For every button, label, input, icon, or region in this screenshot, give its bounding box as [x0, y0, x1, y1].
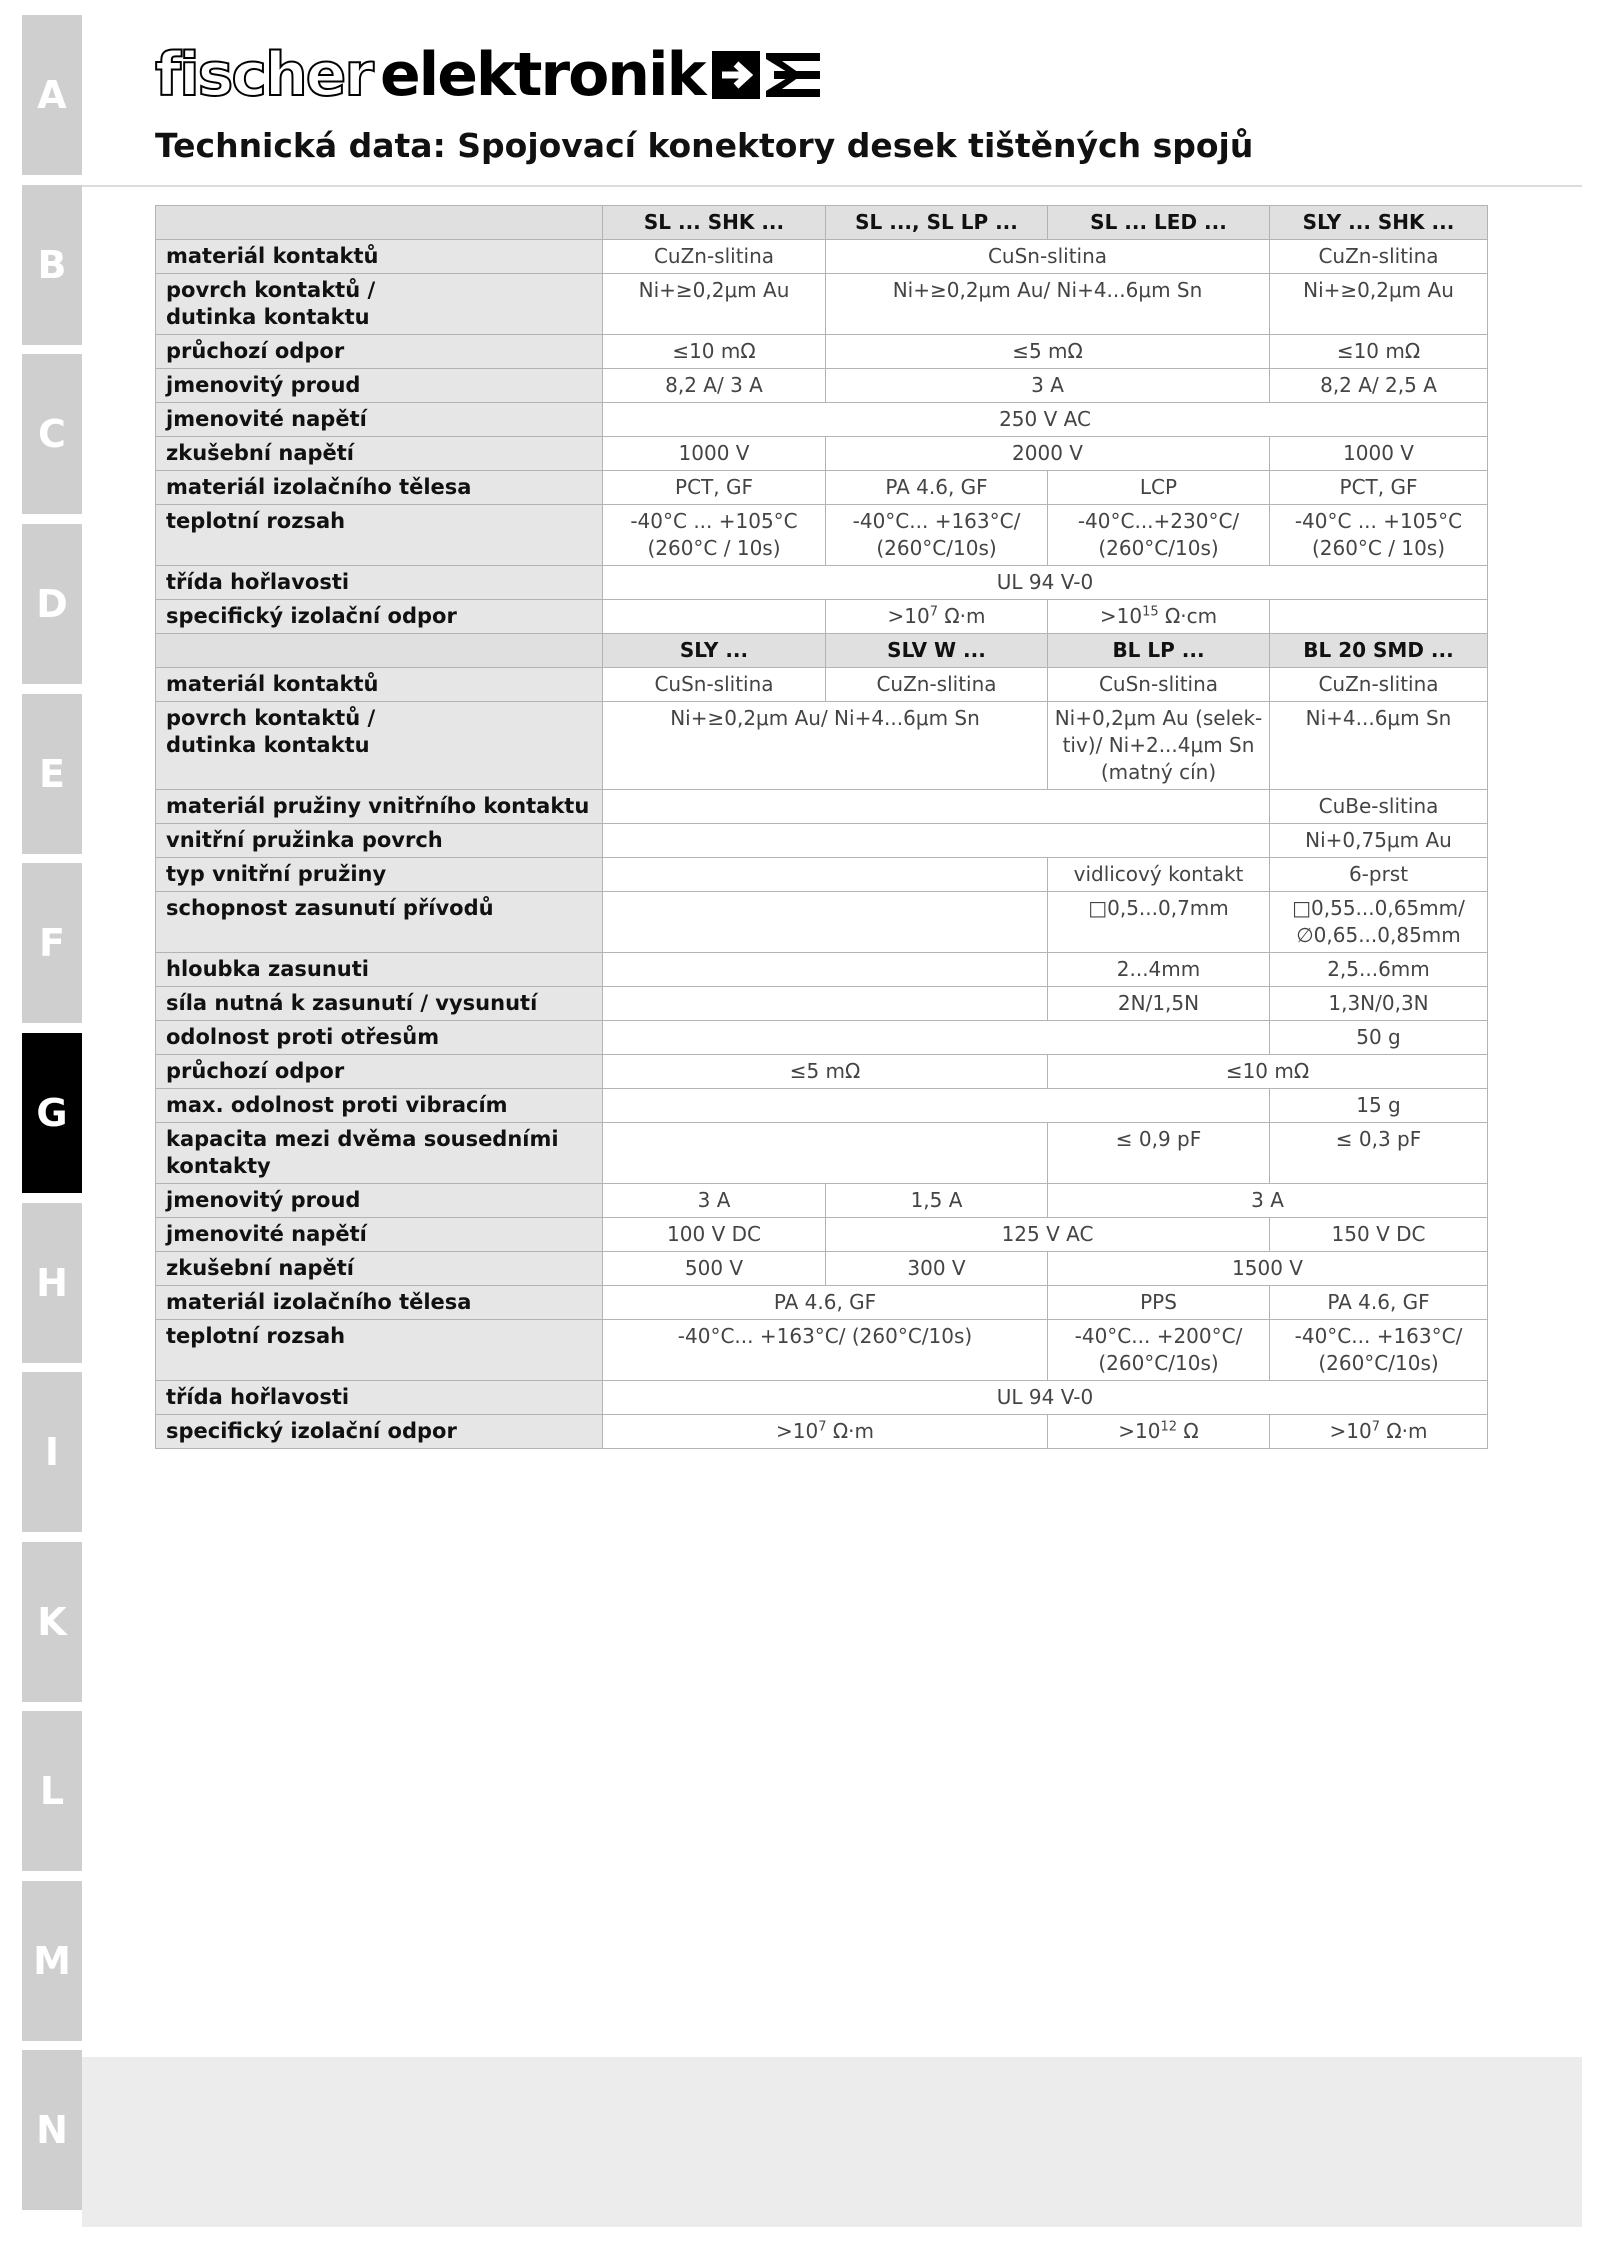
- table-row: [156, 1381, 1488, 1415]
- row-label: [156, 206, 603, 240]
- row-label: teplotní rozsah: [156, 1320, 603, 1381]
- row-label: zkušební napětí: [156, 1252, 603, 1286]
- table-cell: Ni+≥0,2μm Au: [1270, 274, 1488, 335]
- table-cell: -40°C... +163°C/ (260°C/10s): [1270, 1320, 1488, 1381]
- table-cell: 3 A: [603, 1184, 826, 1218]
- table-cell: ≤ 0,3 pF: [1270, 1123, 1488, 1184]
- row-label: max. odolnost proti vibracím: [156, 1089, 603, 1123]
- tab-h[interactable]: H: [22, 1203, 82, 1363]
- table-row: [156, 1055, 1488, 1089]
- row-label: materiál izolačního tělesa: [156, 1286, 603, 1320]
- row-label: povrch kontaktů / dutinka kontaktu: [156, 274, 603, 335]
- tab-i[interactable]: I: [22, 1372, 82, 1532]
- table-row: [156, 1320, 1488, 1381]
- table-cell: $>10^{15}$ Ω·cm: [1048, 600, 1270, 634]
- table-row: [156, 987, 1488, 1021]
- tab-n[interactable]: N: [22, 2050, 82, 2210]
- table-cell: $>10^7$ Ω·m: [1270, 1415, 1488, 1449]
- row-label: specifický izolační odpor: [156, 600, 603, 634]
- table-cell: □0,5...0,7mm: [1048, 892, 1270, 953]
- row-label: jmenovité napětí: [156, 403, 603, 437]
- table-cell: 250 V AC: [603, 403, 1488, 437]
- table-row: [156, 505, 1488, 566]
- row-label: zkušební napětí: [156, 437, 603, 471]
- row-label: hloubka zasunuti: [156, 953, 603, 987]
- table-cell: [603, 1089, 1270, 1123]
- table-row: [156, 437, 1488, 471]
- table-cell: [603, 987, 1048, 1021]
- table-cell: 50 g: [1270, 1021, 1488, 1055]
- table-cell: 100 V DC: [603, 1218, 826, 1252]
- table-cell: □0,55...0,65mm/ ∅0,65...0,85mm: [1270, 892, 1488, 953]
- row-label: síla nutná k zasunutí / vysunutí: [156, 987, 603, 1021]
- table-cell: [603, 600, 826, 634]
- column-header: SL ..., SL LP ...: [826, 206, 1048, 240]
- table-cell: ≤ 0,9 pF: [1048, 1123, 1270, 1184]
- row-label: jmenovitý proud: [156, 369, 603, 403]
- table-cell: [603, 1021, 1270, 1055]
- row-label: třída hořlavosti: [156, 566, 603, 600]
- tab-a[interactable]: A: [22, 15, 82, 175]
- tab-c[interactable]: C: [22, 354, 82, 514]
- row-label: materiál pružiny vnitřního kontaktu: [156, 790, 603, 824]
- row-label: schopnost zasunutí přívodů: [156, 892, 603, 953]
- table-cell: CuZn-slitina: [1270, 240, 1488, 274]
- row-label: průchozí odpor: [156, 335, 603, 369]
- table-cell: [603, 892, 1048, 953]
- table-row: [156, 858, 1488, 892]
- table-cell: ≤10 mΩ: [603, 335, 826, 369]
- row-label: materiál kontaktů: [156, 668, 603, 702]
- table-cell: 125 V AC: [826, 1218, 1270, 1252]
- table-row: [156, 790, 1488, 824]
- table-cell: CuSn-slitina: [603, 668, 826, 702]
- table-cell: PCT, GF: [1270, 471, 1488, 505]
- table-cell: 1,5 A: [826, 1184, 1048, 1218]
- table-cell: -40°C... +200°C/ (260°C/10s): [1048, 1320, 1270, 1381]
- table-cell: 2...4mm: [1048, 953, 1270, 987]
- table-row: [156, 1089, 1488, 1123]
- table-cell: ≤10 mΩ: [1270, 335, 1488, 369]
- table-cell: $>10^7$ Ω·m: [826, 600, 1048, 634]
- technical-data-table: [155, 205, 1488, 1449]
- table-cell: [1270, 600, 1488, 634]
- row-label: teplotní rozsah: [156, 505, 603, 566]
- tab-l[interactable]: L: [22, 1711, 82, 1871]
- table-cell: -40°C... +163°C/ (260°C/10s): [603, 1320, 1048, 1381]
- table-cell: 2,5...6mm: [1270, 953, 1488, 987]
- table-cell: 3 A: [826, 369, 1270, 403]
- table-row: [156, 702, 1488, 790]
- table-row: [156, 471, 1488, 505]
- table-row: [156, 668, 1488, 702]
- table-row: [156, 566, 1488, 600]
- table-cell: PCT, GF: [603, 471, 826, 505]
- table-cell: -40°C... +163°C/ (260°C/10s): [826, 505, 1048, 566]
- table-cell: [603, 790, 1270, 824]
- table-row: [156, 240, 1488, 274]
- table-cell: CuZn-slitina: [603, 240, 826, 274]
- column-header: SLV W ...: [826, 634, 1048, 668]
- row-label: specifický izolační odpor: [156, 1415, 603, 1449]
- table-cell: CuSn-slitina: [826, 240, 1270, 274]
- table-row: [156, 1021, 1488, 1055]
- table-row: [156, 1415, 1488, 1449]
- table-cell: 500 V: [603, 1252, 826, 1286]
- table-row: [156, 1184, 1488, 1218]
- column-header: BL LP ...: [1048, 634, 1270, 668]
- table-cell: 15 g: [1270, 1089, 1488, 1123]
- table-cell: Ni+≥0,2μm Au/ Ni+4...6μm Sn: [603, 702, 1048, 790]
- table-cell: 300 V: [826, 1252, 1048, 1286]
- row-label: třída hořlavosti: [156, 1381, 603, 1415]
- column-header: SLY ...: [603, 634, 826, 668]
- row-label: průchozí odpor: [156, 1055, 603, 1089]
- table-cell: 150 V DC: [1270, 1218, 1488, 1252]
- table-cell: 2000 V: [826, 437, 1270, 471]
- table-cell: PA 4.6, GF: [1270, 1286, 1488, 1320]
- tab-d[interactable]: D: [22, 524, 82, 684]
- row-label: [156, 634, 603, 668]
- table-cell: vidlicový kontakt: [1048, 858, 1270, 892]
- table-cell: $>10^{12}$ Ω: [1048, 1415, 1270, 1449]
- row-label: materiál izolačního tělesa: [156, 471, 603, 505]
- table-row: [156, 892, 1488, 953]
- table-row: [156, 1252, 1488, 1286]
- tab-m[interactable]: M: [22, 1881, 82, 2041]
- logo-text-elektronik: elektronik: [379, 40, 705, 110]
- row-label: kapacita mezi dvěma sousedními kontakty: [156, 1123, 603, 1184]
- table-cell: ≤5 mΩ: [826, 335, 1270, 369]
- table-header-row: [156, 206, 1488, 240]
- row-label: vnitřní pružinka povrch: [156, 824, 603, 858]
- table-cell: UL 94 V-0: [603, 566, 1488, 600]
- table-row: [156, 1123, 1488, 1184]
- fischer-arrow-logo-icon: [712, 47, 822, 103]
- table-cell: 3 A: [1048, 1184, 1488, 1218]
- table-header-row: [156, 634, 1488, 668]
- table-cell: -40°C ... +105°C (260°C / 10s): [603, 505, 826, 566]
- table-row: [156, 1218, 1488, 1252]
- table-row: [156, 403, 1488, 437]
- brand-logo: [155, 40, 822, 110]
- table-cell: CuBe-slitina: [1270, 790, 1488, 824]
- table-cell: ≤5 mΩ: [603, 1055, 1048, 1089]
- table-row: [156, 335, 1488, 369]
- table-row: [156, 369, 1488, 403]
- table-cell: PPS: [1048, 1286, 1270, 1320]
- table-cell: 6-prst: [1270, 858, 1488, 892]
- table-cell: 1000 V: [603, 437, 826, 471]
- row-label: typ vnitřní pružiny: [156, 858, 603, 892]
- table-cell: LCP: [1048, 471, 1270, 505]
- table-cell: PA 4.6, GF: [603, 1286, 1048, 1320]
- table-cell: 1000 V: [1270, 437, 1488, 471]
- row-label: jmenovité napětí: [156, 1218, 603, 1252]
- row-label: odolnost proti otřesům: [156, 1021, 603, 1055]
- tab-k[interactable]: K: [22, 1542, 82, 1702]
- table-cell: 1500 V: [1048, 1252, 1488, 1286]
- table-cell: [603, 953, 1048, 987]
- logo-text-fischer: fischer: [155, 40, 372, 110]
- table-cell: -40°C...+230°C/ (260°C/10s): [1048, 505, 1270, 566]
- table-cell: [603, 824, 1270, 858]
- row-label: povrch kontaktů / dutinka kontaktu: [156, 702, 603, 790]
- tab-e[interactable]: E: [22, 694, 82, 854]
- table-cell: [603, 858, 1048, 892]
- row-label: jmenovitý proud: [156, 1184, 603, 1218]
- table-cell: UL 94 V-0: [603, 1381, 1488, 1415]
- table-cell: Ni+0,2μm Au (selek- tiv)/ Ni+2...4μm Sn (matný cín): [1048, 702, 1270, 790]
- table-cell: CuZn-slitina: [1270, 668, 1488, 702]
- table-cell: -40°C ... +105°C (260°C / 10s): [1270, 505, 1488, 566]
- table-cell: ≤10 mΩ: [1048, 1055, 1488, 1089]
- table-cell: $>10^7$ Ω·m: [603, 1415, 1048, 1449]
- tab-f[interactable]: F: [22, 863, 82, 1023]
- table-cell: 8,2 A/ 3 A: [603, 369, 826, 403]
- table-cell: 8,2 A/ 2,5 A: [1270, 369, 1488, 403]
- table-row: [156, 274, 1488, 335]
- table-row: [156, 1286, 1488, 1320]
- table-cell: Ni+4...6μm Sn: [1270, 702, 1488, 790]
- tab-b[interactable]: B: [22, 185, 82, 345]
- table-cell: 1,3N/0,3N: [1270, 987, 1488, 1021]
- table-cell: CuSn-slitina: [1048, 668, 1270, 702]
- column-header: SL ... LED ...: [1048, 206, 1270, 240]
- table-cell: PA 4.6, GF: [826, 471, 1048, 505]
- column-header: SLY ... SHK ...: [1270, 206, 1488, 240]
- tab-g[interactable]: G: [22, 1033, 82, 1193]
- column-header: BL 20 SMD ...: [1270, 634, 1488, 668]
- table-cell: Ni+≥0,2μm Au/ Ni+4...6μm Sn: [826, 274, 1270, 335]
- table-cell: [603, 1123, 1048, 1184]
- table-cell: Ni+≥0,2μm Au: [603, 274, 826, 335]
- table-cell: 2N/1,5N: [1048, 987, 1270, 1021]
- column-header: SL ... SHK ...: [603, 206, 826, 240]
- table-row: [156, 600, 1488, 634]
- page-title: Technická data: Spojovací konektory desek tištěných spojů: [155, 126, 1254, 165]
- table-row: [156, 824, 1488, 858]
- row-label: materiál kontaktů: [156, 240, 603, 274]
- table-cell: Ni+0,75μm Au: [1270, 824, 1488, 858]
- table-cell: CuZn-slitina: [826, 668, 1048, 702]
- table-row: [156, 953, 1488, 987]
- footer-band: [82, 2057, 1582, 2227]
